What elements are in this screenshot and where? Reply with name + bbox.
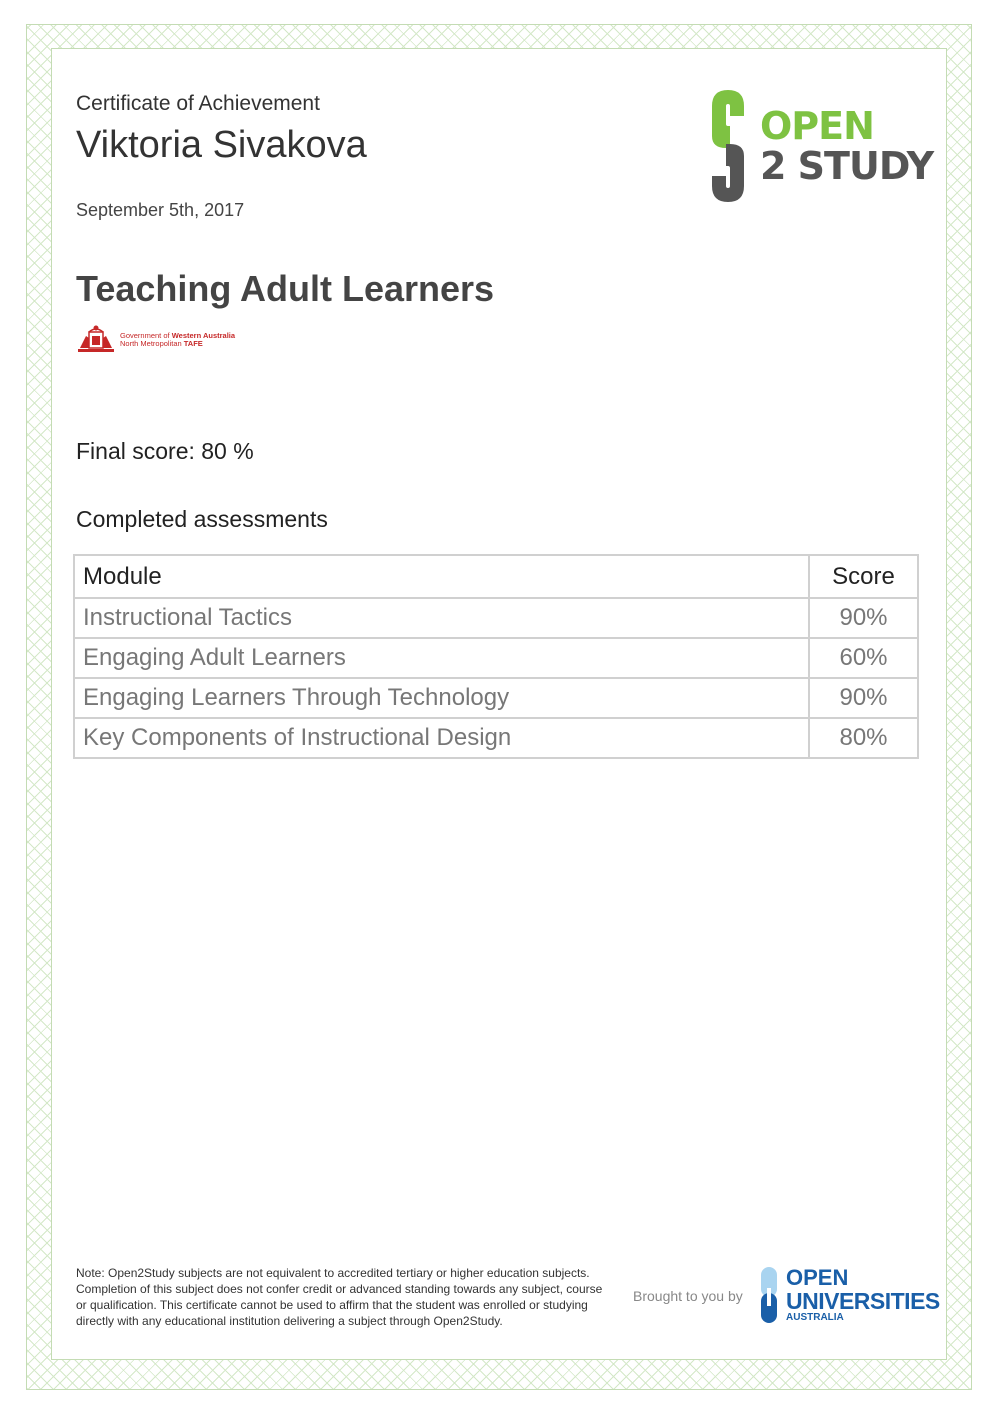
- institution-name: Government of Western Australia North Metropolitan TAFE: [120, 331, 236, 348]
- institution-logo: [76, 324, 235, 356]
- table-row: [74, 718, 918, 758]
- table-row: [74, 678, 918, 718]
- module-score: 80%: [809, 718, 918, 758]
- recipient-name: Viktoria Sivakova: [76, 124, 367, 166]
- brought-by-label: Brought to you by: [633, 1288, 743, 1304]
- open-universities-logo-icon: [760, 1266, 780, 1324]
- certificate-pre-title: Certificate of Achievement: [76, 92, 320, 115]
- module-name: Key Components of Instructional Design: [74, 718, 809, 758]
- table-header-row: [74, 555, 918, 598]
- module-column-header: Module: [74, 555, 809, 598]
- completed-assessments-heading: Completed assessments: [76, 506, 328, 532]
- open2study-wordmark: OPEN 2 STUDY: [760, 104, 934, 188]
- module-score: 60%: [809, 638, 918, 678]
- table-row: [74, 598, 918, 638]
- final-score: Final score: 80 %: [76, 438, 254, 464]
- oua-wordmark-open: OPEN: [786, 1265, 849, 1290]
- module-score: 90%: [809, 598, 918, 638]
- module-name: Engaging Learners Through Technology: [74, 678, 809, 718]
- disclaimer-note: Note: Open2Study subjects are not equivalent to accredited tertiary or higher education subjects. Completion of this subject does not confer credit or advanced standing towards any subject, course or qualification. This certificate cannot be used to affirm that the student was enrolled or studying directly with any educational institution delivering a subject through Open2Study.: [76, 1266, 603, 1328]
- module-name: Instructional Tactics: [74, 598, 809, 638]
- assessment-table: [73, 554, 919, 759]
- issue-date: September 5th, 2017: [76, 200, 245, 220]
- course-title: Teaching Adult Learners: [76, 268, 495, 309]
- module-name: Engaging Adult Learners: [74, 638, 809, 678]
- oua-wordmark-universities: UNIVERSITIES: [786, 1288, 940, 1314]
- coat-of-arms-icon: [76, 324, 116, 356]
- score-column-header: Score: [809, 555, 918, 598]
- module-score: 90%: [809, 678, 918, 718]
- table-row: [74, 638, 918, 678]
- oua-wordmark-australia: AUSTRALIA: [786, 1312, 844, 1323]
